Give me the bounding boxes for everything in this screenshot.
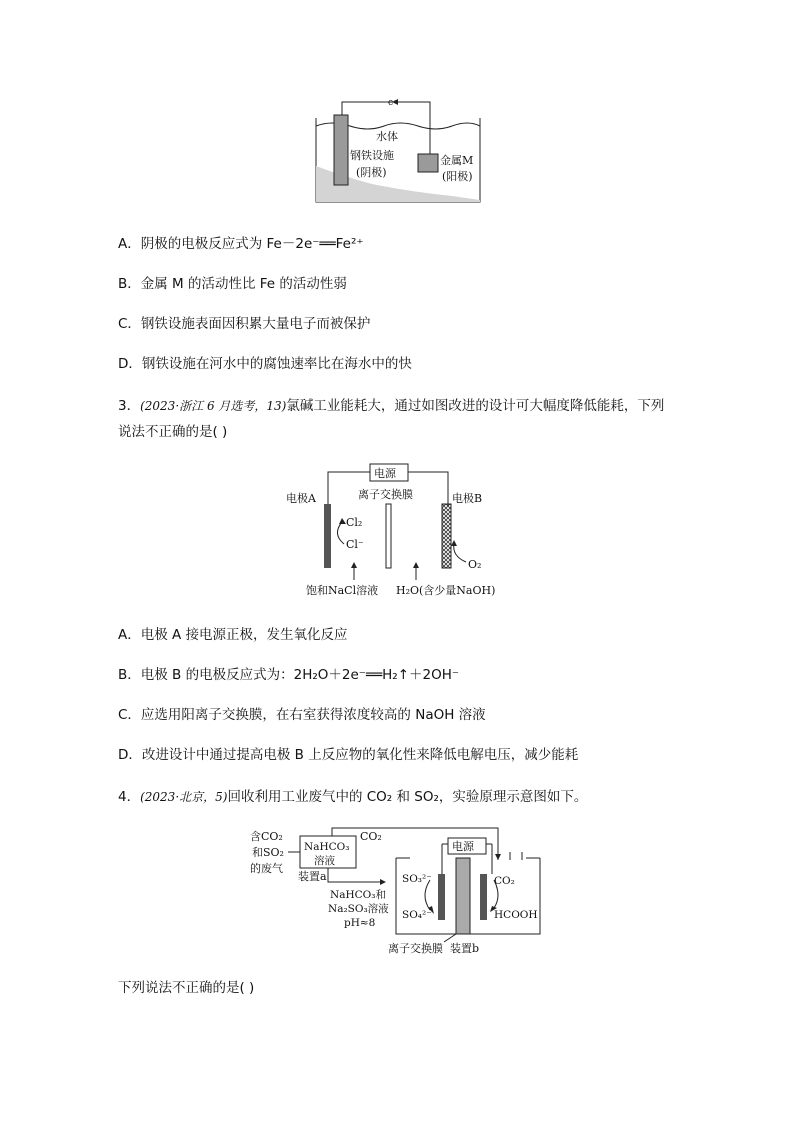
q2-option-c: C．钢铁设施表面因积累大量电子而被保护 — [118, 316, 371, 332]
electrode-b — [442, 504, 451, 568]
electrode-a — [324, 504, 331, 568]
solution-line — [328, 868, 382, 882]
electrode-b-label: 电极B — [452, 492, 483, 505]
ion-exchange-membrane — [386, 504, 391, 568]
metal-label-2: (阳极) — [442, 170, 473, 183]
gas-label-2: 和SO₂ — [252, 846, 284, 859]
gas-label-1: 含CO₂ — [250, 830, 283, 843]
device-a-box-label-2: 溶液 — [314, 855, 335, 867]
q3-text: 氯碱工业能耗大，通过如图改进的设计可大幅度降低能耗，下列 — [286, 398, 665, 414]
solution-label-2: Na₂SO₃溶液 — [328, 903, 389, 915]
steel-label-1: 钢铁设施 — [350, 149, 394, 162]
q3-source: (2023·浙江 6 月选考，13) — [140, 399, 287, 413]
figure-chlor-alkali — [282, 460, 522, 602]
left-input-arrowhead-icon — [351, 562, 357, 568]
left-input-label: 饱和NaCl溶液 — [306, 584, 379, 597]
solution-label-1: NaHCO₃和 — [330, 889, 386, 901]
co2-top-label: CO₂ — [360, 830, 382, 843]
q3-option-b: B．电极 B 的电极反应式为：2H₂O＋2e⁻══H₂↑＋2OH⁻ — [118, 667, 460, 683]
electron-label: e⁻ — [388, 98, 399, 108]
q4-stem — [118, 785, 587, 805]
q4-number: 4． — [118, 789, 141, 805]
right-input-arrowhead-icon — [413, 562, 419, 568]
water-label: 水体 — [376, 130, 398, 143]
cl-arrow-icon — [337, 522, 344, 544]
cathode — [480, 874, 487, 920]
o2-label: O₂ — [468, 558, 482, 571]
q3-option-d: D．改进设计中通过提高电极 B 上反应物的氧化性来降低电解电压，减少能耗 — [118, 747, 579, 763]
anode — [438, 874, 445, 920]
cl-arrowhead-icon — [339, 518, 346, 524]
solution-label-3: pH≈8 — [344, 917, 376, 929]
membrane-pointer — [444, 934, 456, 942]
q3-option-c: C．应选用阳离子交换膜，在右室获得浓度较高的 NaOH 溶液 — [118, 707, 486, 723]
q3-stem-line1 — [118, 394, 664, 414]
q2-option-a: A．阴极的电极反应式为 Fe－2e⁻══Fe²⁺ — [118, 236, 364, 252]
power-label: 电源 — [374, 467, 396, 480]
hcooh-label: HCOOH — [494, 909, 538, 921]
q2-option-b: B．金属 M 的活动性比 Fe 的活动性弱 — [118, 276, 347, 292]
power-label: 电源 — [452, 840, 474, 853]
steel-label-2: (阴极) — [356, 166, 387, 179]
q4-question: 下列说法不正确的是( ) — [118, 980, 255, 996]
device-b-label: 装置b — [450, 942, 480, 955]
right-input-label: H₂O(含少量NaOH) — [396, 584, 496, 597]
metal-m-block — [418, 154, 438, 172]
q3-stem-line2: 说法不正确的是( ) — [118, 424, 228, 440]
q2-option-d: D．钢铁设施在河水中的腐蚀速率比在海水中的快 — [118, 356, 412, 372]
o2-arrow-icon — [454, 544, 466, 562]
q4-text: 回收利用工业废气中的 CO₂ 和 SO₂，实验原理示意图如下。 — [227, 789, 588, 805]
q3-number: 3． — [118, 398, 141, 414]
device-a-box-label-1: NaHCO₃ — [304, 841, 350, 853]
so4-label: SO₄²⁻ — [402, 909, 432, 921]
metal-label-1: 金属M — [440, 154, 474, 167]
q4-source: (2023·北京，5) — [140, 790, 228, 804]
electrode-a-label: 电极A — [286, 492, 316, 505]
so3-label: SO₃²⁻ — [402, 873, 432, 885]
device-a-label: 装置a — [298, 870, 327, 883]
solution-arrowhead-icon — [380, 879, 386, 885]
membrane-label: 离子交换膜 — [358, 488, 413, 501]
figure-sacrificial-anode — [312, 96, 494, 208]
cl-minus-label: Cl⁻ — [346, 538, 364, 551]
o2-arrowhead-icon — [451, 540, 457, 546]
co2-right-label: CO₂ — [494, 875, 515, 887]
steel-rod — [334, 115, 348, 185]
q3-option-a: A．电极 A 接电源正极，发生氧化反应 — [118, 627, 348, 643]
gas-label-3: 的废气 — [250, 862, 283, 875]
membrane-label: 离子交换膜 — [388, 942, 443, 955]
cl2-label: Cl₂ — [346, 516, 363, 529]
ion-exchange-membrane — [456, 858, 470, 934]
wire-right — [408, 472, 448, 506]
figure-so2-co2-recycling — [248, 822, 548, 958]
